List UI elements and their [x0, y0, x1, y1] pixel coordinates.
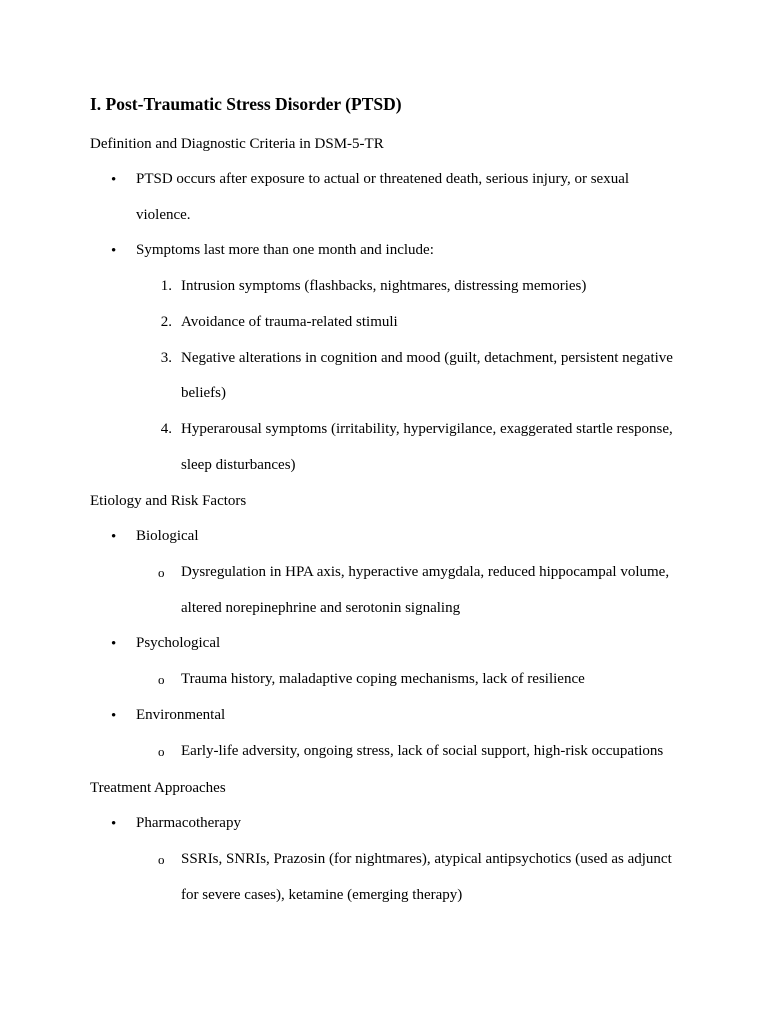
list-number: 2. [160, 314, 172, 330]
bullet-icon: • [111, 636, 117, 652]
etiology-psychological: Psychological [136, 635, 221, 651]
section-title-treatment: Treatment Approaches [90, 780, 226, 796]
bullet-icon: • [111, 708, 117, 724]
definition-bullet-1-line-1: PTSD occurs after exposure to actual or threatened death, serious injury, or sexual [136, 171, 630, 187]
pharmacotherapy-detail-line-1: SSRIs, SNRIs, Prazosin (for nightmares), atypical antipsychotics (used as adjunct [181, 851, 672, 867]
definition-bullet-1-line-2: violence. [136, 207, 191, 223]
list-item-4-line-2: sleep disturbances) [181, 457, 296, 473]
list-item-3-line-2: beliefs) [181, 385, 226, 401]
list-item-3-line-1: Negative alterations in cognition and mood (guilt, detachment, persistent negative [181, 350, 673, 366]
psychological-detail: Trauma history, maladaptive coping mechanisms, lack of resilience [181, 671, 585, 687]
list-item-1: Intrusion symptoms (flashbacks, nightmares, distressing memories) [181, 278, 587, 294]
etiology-environmental: Environmental [136, 707, 226, 723]
sub-bullet-icon: o [158, 565, 165, 580]
page-title: I. Post-Traumatic Stress Disorder (PTSD) [90, 94, 402, 114]
section-title-definition: Definition and Diagnostic Criteria in DSM-5-TR [90, 136, 384, 152]
biological-detail-line-2: altered norepinephrine and serotonin signaling [181, 600, 461, 616]
bullet-icon: • [111, 529, 117, 545]
pharmacotherapy-detail-line-2: for severe cases), ketamine (emerging therapy) [181, 887, 463, 903]
list-item-4-line-1: Hyperarousal symptoms (irritability, hypervigilance, exaggerated startle response, [181, 421, 673, 437]
list-number: 1. [160, 278, 172, 294]
bullet-icon: • [111, 172, 117, 188]
environmental-detail: Early-life adversity, ongoing stress, lack of social support, high-risk occupations [181, 743, 664, 759]
list-item-2: Avoidance of trauma-related stimuli [181, 314, 398, 330]
bullet-icon: • [111, 243, 117, 259]
list-number: 4. [160, 421, 172, 437]
sub-bullet-icon: o [158, 852, 165, 867]
section-title-etiology: Etiology and Risk Factors [90, 493, 247, 509]
sub-bullet-icon: o [158, 672, 165, 687]
sub-bullet-icon: o [158, 744, 165, 759]
biological-detail-line-1: Dysregulation in HPA axis, hyperactive amygdala, reduced hippocampal volume, [181, 564, 670, 580]
bullet-icon: • [111, 816, 117, 832]
etiology-biological: Biological [136, 528, 199, 544]
definition-bullet-2: Symptoms last more than one month and include: [136, 242, 434, 258]
list-number: 3. [160, 350, 172, 366]
treatment-pharmacotherapy: Pharmacotherapy [136, 815, 241, 831]
